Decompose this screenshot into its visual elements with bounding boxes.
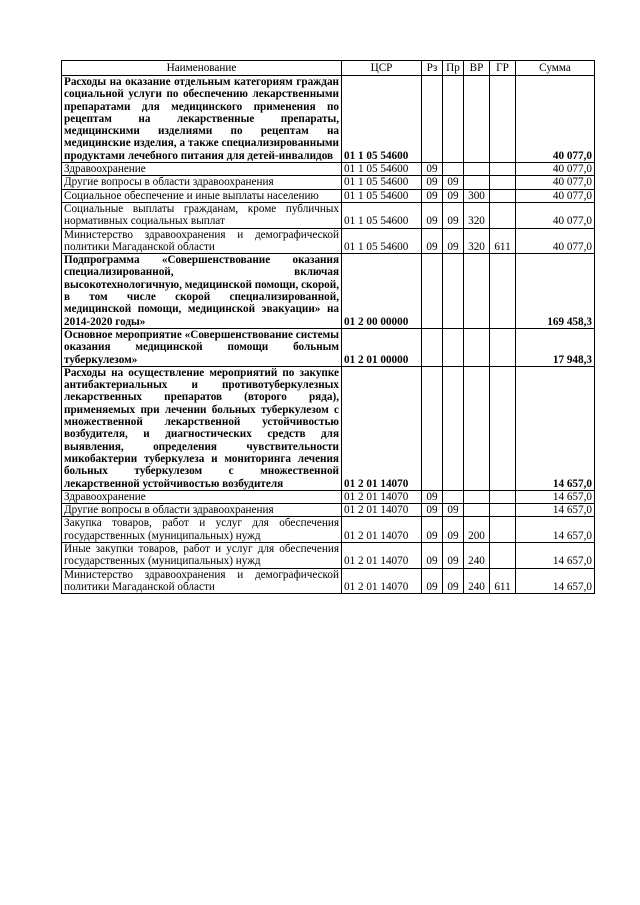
gr-cell	[490, 517, 516, 543]
vr-cell: 240	[464, 568, 490, 594]
column-header-vr: ВР	[464, 61, 490, 76]
gr-cell: 611	[490, 568, 516, 594]
rz-cell	[422, 366, 443, 490]
pr-cell	[443, 366, 464, 490]
sum-cell: 40 077,0	[516, 189, 595, 202]
vr-cell	[464, 254, 490, 329]
pr-cell: 09	[443, 517, 464, 543]
budget-table	[61, 60, 595, 594]
gr-cell	[490, 328, 516, 366]
pr-cell: 09	[443, 568, 464, 594]
pr-cell: 09	[443, 176, 464, 189]
name-cell: Министерство здравоохранения и демографической политики Магаданской области	[62, 228, 342, 254]
pr-cell	[443, 163, 464, 176]
gr-cell	[490, 542, 516, 568]
csr-cell: 01 2 01 14070	[342, 568, 422, 594]
table-row	[62, 189, 595, 202]
name-cell: Расходы на осуществление мероприятий по закупке антибактериальных и противотуберкулезных лекарственных препаратов (второго ряда), применяемых при лечении больных туберкулезом с множественной лекарственной устойчивостью возбудителя, и диагностических средств для выявления, определения чувствительности микобактерии туберкулеза и мониторинга лечения больных туберкулезом с множественной лекарственной устойчивостью возбудителя	[62, 366, 342, 490]
csr-cell: 01 1 05 54600	[342, 163, 422, 176]
table-row	[62, 254, 595, 329]
pr-cell	[443, 254, 464, 329]
csr-cell: 01 2 01 00000	[342, 328, 422, 366]
table-row	[62, 202, 595, 228]
rz-cell: 09	[422, 542, 443, 568]
table-body	[62, 76, 595, 594]
vr-cell	[464, 76, 490, 163]
csr-cell: 01 1 05 54600	[342, 176, 422, 189]
csr-cell: 01 2 01 14070	[342, 542, 422, 568]
rz-cell: 09	[422, 163, 443, 176]
csr-cell: 01 2 01 14070	[342, 504, 422, 517]
vr-cell	[464, 163, 490, 176]
table-header-row	[62, 61, 595, 76]
sum-cell: 169 458,3	[516, 254, 595, 329]
vr-cell	[464, 366, 490, 490]
name-cell: Основное мероприятие «Совершенствование системы оказания медицинской помощи больным туберкулезом»	[62, 328, 342, 366]
sum-cell: 14 657,0	[516, 490, 595, 503]
csr-cell: 01 1 05 54600	[342, 76, 422, 163]
csr-cell: 01 2 01 14070	[342, 490, 422, 503]
table-row	[62, 568, 595, 594]
vr-cell: 320	[464, 202, 490, 228]
vr-cell	[464, 328, 490, 366]
rz-cell: 09	[422, 228, 443, 254]
table-row	[62, 328, 595, 366]
vr-cell: 300	[464, 189, 490, 202]
gr-cell	[490, 254, 516, 329]
table-row	[62, 76, 595, 163]
rz-cell: 09	[422, 176, 443, 189]
sum-cell: 14 657,0	[516, 504, 595, 517]
document-page	[61, 60, 594, 594]
pr-cell	[443, 328, 464, 366]
csr-cell: 01 2 01 14070	[342, 517, 422, 543]
pr-cell: 09	[443, 202, 464, 228]
rz-cell: 09	[422, 189, 443, 202]
rz-cell: 09	[422, 490, 443, 503]
vr-cell: 200	[464, 517, 490, 543]
name-cell: Социальные выплаты гражданам, кроме публичных нормативных социальных выплат	[62, 202, 342, 228]
table-row	[62, 228, 595, 254]
sum-cell: 40 077,0	[516, 76, 595, 163]
name-cell: Иные закупки товаров, работ и услуг для обеспечения государственных (муниципальных) нужд	[62, 542, 342, 568]
gr-cell	[490, 490, 516, 503]
sum-cell: 40 077,0	[516, 176, 595, 189]
pr-cell	[443, 76, 464, 163]
gr-cell: 611	[490, 228, 516, 254]
rz-cell: 09	[422, 504, 443, 517]
rz-cell	[422, 254, 443, 329]
name-cell: Закупка товаров, работ и услуг для обеспечения государственных (муниципальных) нужд	[62, 517, 342, 543]
sum-cell: 14 657,0	[516, 517, 595, 543]
name-cell: Другие вопросы в области здравоохранения	[62, 504, 342, 517]
csr-cell: 01 1 05 54600	[342, 189, 422, 202]
pr-cell: 09	[443, 228, 464, 254]
vr-cell: 320	[464, 228, 490, 254]
column-header-rz: Рз	[422, 61, 443, 76]
column-header-csr: ЦСР	[342, 61, 422, 76]
rz-cell: 09	[422, 517, 443, 543]
column-header-name: Наименование	[62, 61, 342, 76]
gr-cell	[490, 504, 516, 517]
vr-cell: 240	[464, 542, 490, 568]
name-cell: Министерство здравоохранения и демографической политики Магаданской области	[62, 568, 342, 594]
name-cell: Расходы на оказание отдельным категориям граждан социальной услуги по обеспечению лекарственными препаратами для медицинского применения по рецептам на лекарственные препараты, медицинскими изделиями по рецептам на медицинские изделия, а также специализированными продуктами лечебного питания для детей-инвалидов	[62, 76, 342, 163]
pr-cell	[443, 490, 464, 503]
rz-cell	[422, 328, 443, 366]
csr-cell: 01 1 05 54600	[342, 228, 422, 254]
table-row	[62, 490, 595, 503]
csr-cell: 01 1 05 54600	[342, 202, 422, 228]
table-row	[62, 176, 595, 189]
pr-cell: 09	[443, 504, 464, 517]
name-cell: Другие вопросы в области здравоохранения	[62, 176, 342, 189]
name-cell: Подпрограмма «Совершенствование оказания специализированной, включая высокотехнологичную, медицинской помощи, скорой, в том числе скорой специализированной, медицинской помощи, медицинской эвакуации» на 2014-2020 годы»	[62, 254, 342, 329]
column-header-gr: ГР	[490, 61, 516, 76]
pr-cell: 09	[443, 189, 464, 202]
name-cell: Здравоохранение	[62, 163, 342, 176]
sum-cell: 14 657,0	[516, 542, 595, 568]
table-row	[62, 517, 595, 543]
table-row	[62, 504, 595, 517]
sum-cell: 40 077,0	[516, 202, 595, 228]
rz-cell: 09	[422, 568, 443, 594]
table-row	[62, 366, 595, 490]
rz-cell	[422, 76, 443, 163]
gr-cell	[490, 202, 516, 228]
column-header-pr: Пр	[443, 61, 464, 76]
column-header-sum: Сумма	[516, 61, 595, 76]
gr-cell	[490, 366, 516, 490]
table-row	[62, 163, 595, 176]
sum-cell: 17 948,3	[516, 328, 595, 366]
csr-cell: 01 2 00 00000	[342, 254, 422, 329]
vr-cell	[464, 176, 490, 189]
sum-cell: 40 077,0	[516, 163, 595, 176]
table-row	[62, 542, 595, 568]
vr-cell	[464, 490, 490, 503]
gr-cell	[490, 176, 516, 189]
gr-cell	[490, 76, 516, 163]
name-cell: Социальное обеспечение и иные выплаты населению	[62, 189, 342, 202]
sum-cell: 14 657,0	[516, 366, 595, 490]
gr-cell	[490, 163, 516, 176]
rz-cell: 09	[422, 202, 443, 228]
gr-cell	[490, 189, 516, 202]
name-cell: Здравоохранение	[62, 490, 342, 503]
sum-cell: 14 657,0	[516, 568, 595, 594]
vr-cell	[464, 504, 490, 517]
csr-cell: 01 2 01 14070	[342, 366, 422, 490]
pr-cell: 09	[443, 542, 464, 568]
sum-cell: 40 077,0	[516, 228, 595, 254]
